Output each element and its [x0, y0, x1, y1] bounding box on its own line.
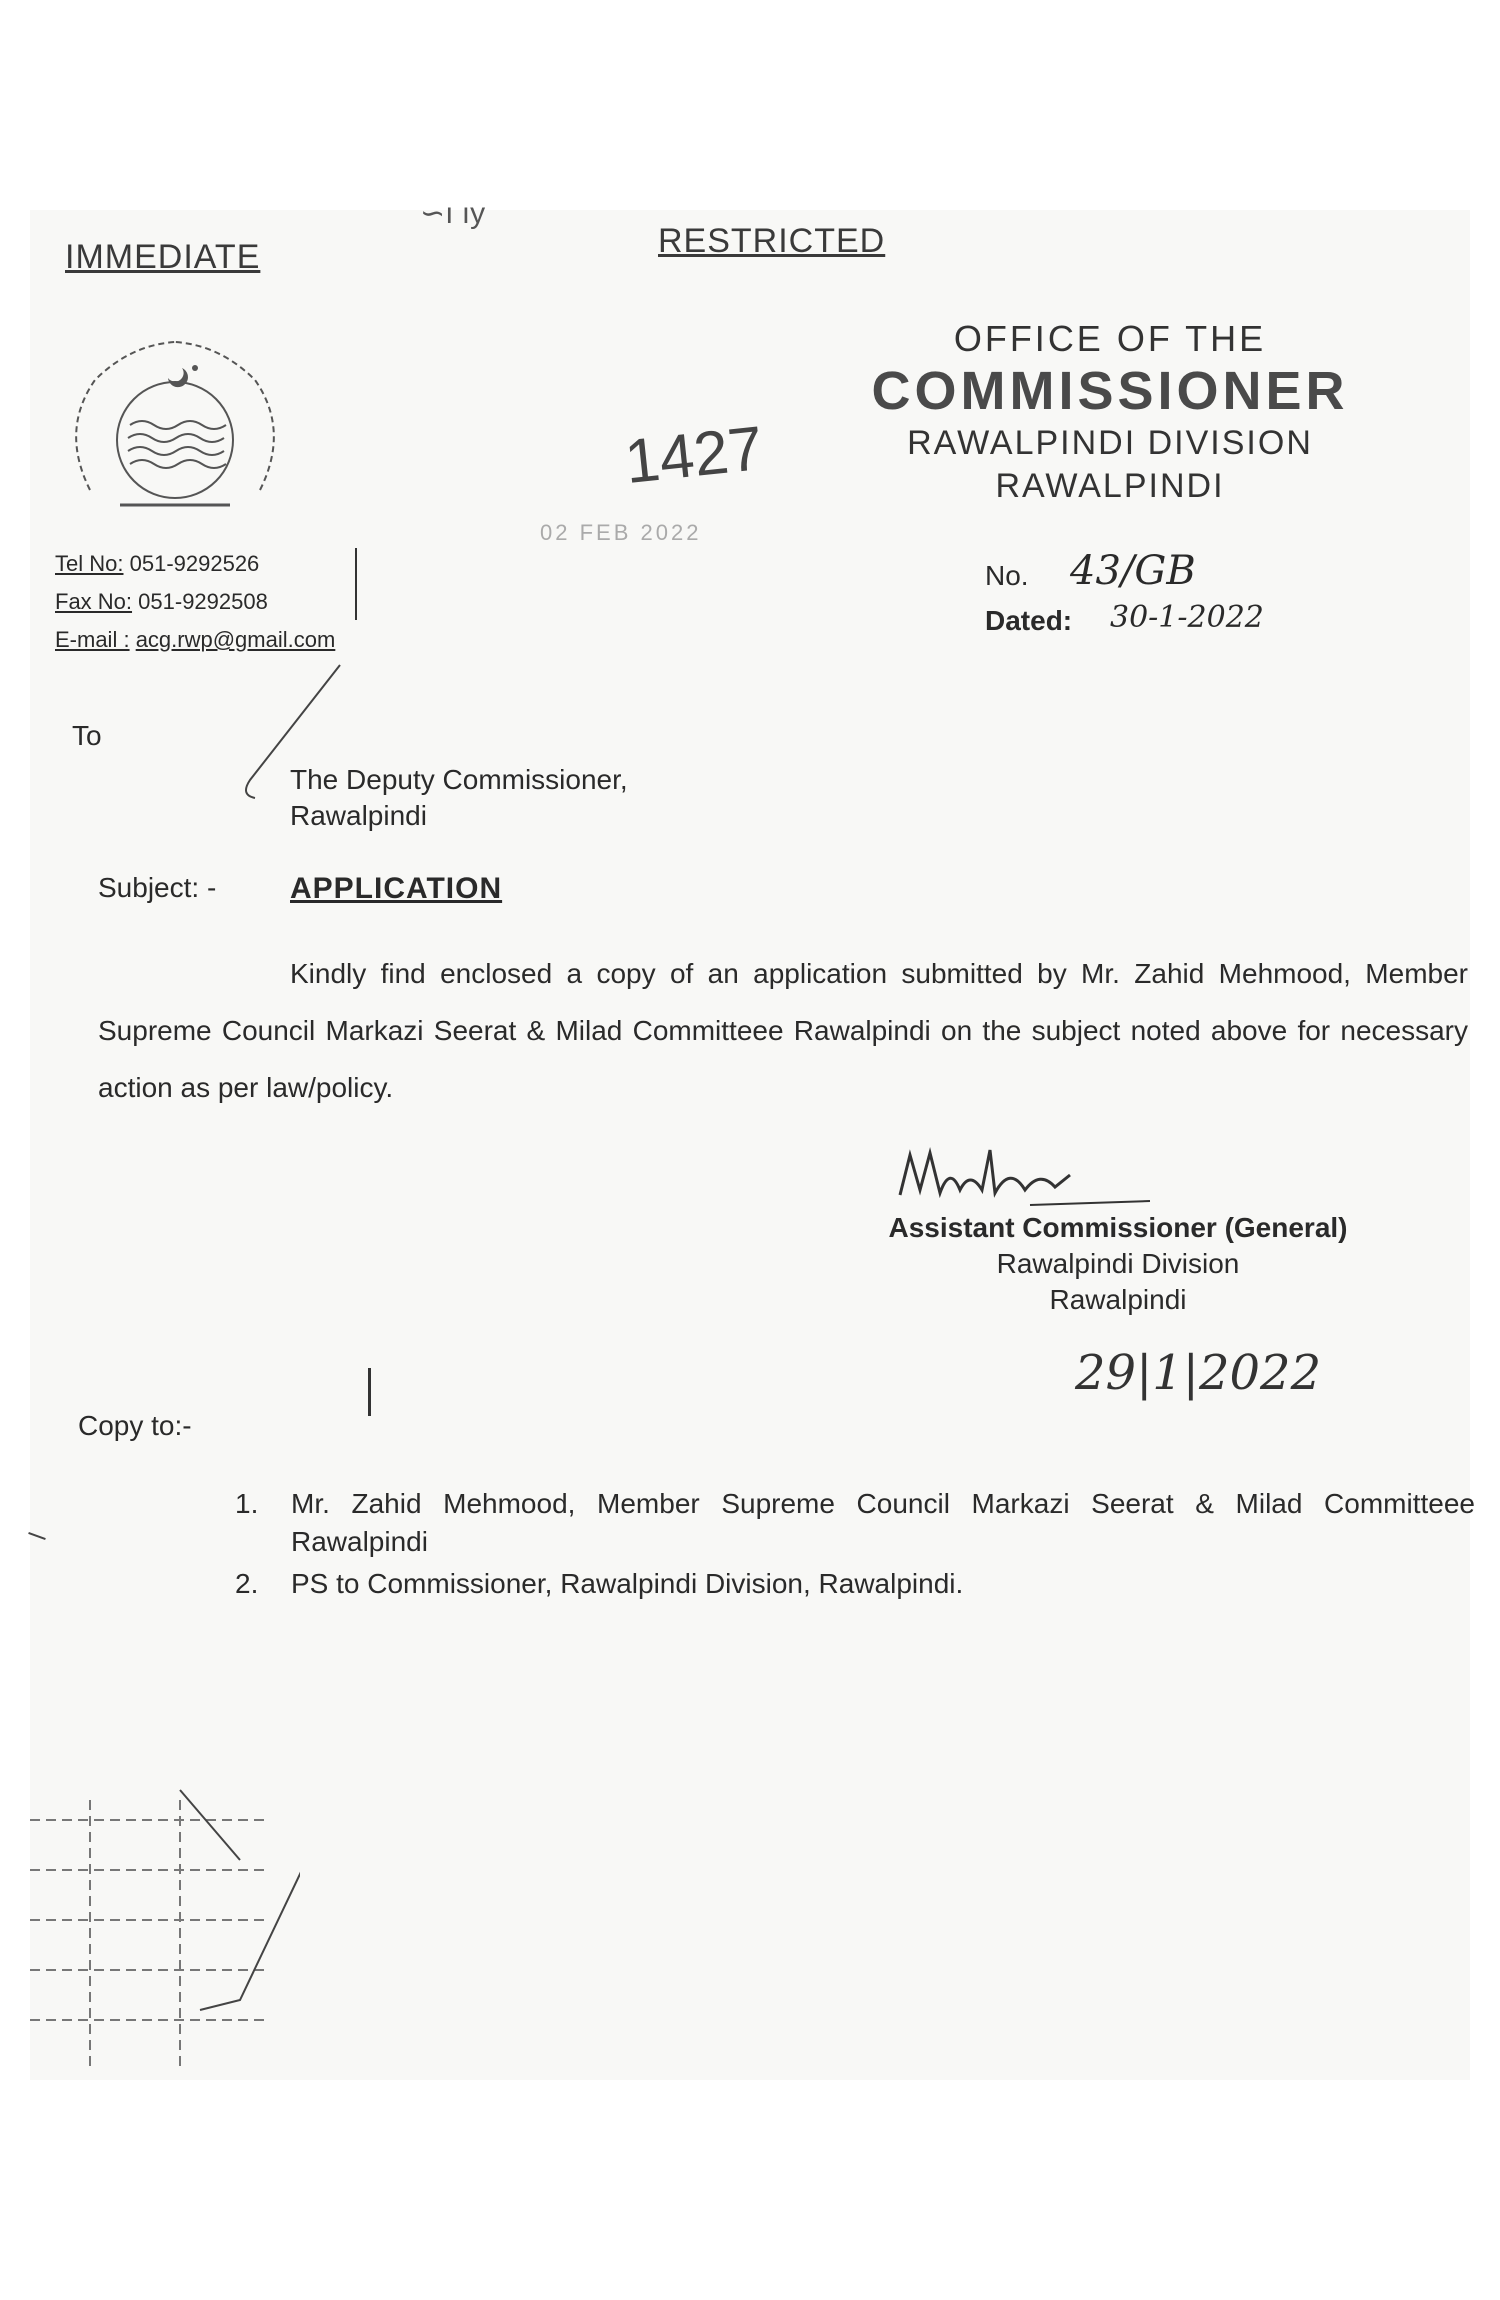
- fax-number: 051-9292508: [138, 589, 268, 614]
- list-item-text: PS to Commissioner, Rawalpindi Division, Rawalpindi.: [291, 1568, 964, 1599]
- ref-dated-label: Dated:: [985, 605, 1073, 636]
- designation-line-1: Assistant Commissioner (General): [888, 1212, 1348, 1243]
- tel-number: 051-9292526: [129, 551, 260, 576]
- letter-body: Kindly find enclosed a copy of an application submitted by Mr. Zahid Mehmood, Member Supreme Council Markazi Seerat & Milad Committeee Rawalpindi on the subject noted above for necessary action as per law/policy.: [98, 958, 1468, 1103]
- list-item: [235, 1485, 1475, 1561]
- office-register-stamp: [30, 1780, 300, 2080]
- tel-line: [55, 545, 335, 583]
- list-item-number: 1.: [235, 1488, 259, 1519]
- subject-label: Subject: -: [98, 872, 217, 903]
- copy-to-label: Copy to:-: [78, 1410, 192, 1441]
- tel-label: Tel No:: [55, 551, 124, 576]
- addressee: [290, 762, 628, 834]
- copy-to-list: [235, 1485, 1475, 1607]
- punjab-emblem-icon: [50, 320, 300, 530]
- office-line-1: OFFICE OF THE: [953, 318, 1267, 359]
- top-handwritten-scribble: ∽ı ıy: [420, 197, 486, 230]
- ref-no-value: 43/GB: [1070, 548, 1196, 594]
- received-stamp-number: 1427: [621, 413, 767, 498]
- signature-icon: [890, 1135, 1170, 1215]
- office-line-2: COMMISSIONER: [871, 361, 1349, 421]
- addressee-line-2: Rawalpindi: [290, 800, 427, 831]
- classification-heading: RESTRICTED: [658, 222, 886, 260]
- designation-line-2: Rawalpindi Division: [996, 1248, 1240, 1279]
- subject-value: APPLICATION: [290, 872, 503, 905]
- received-stamp-date: 02 FEB 2022: [540, 520, 702, 545]
- priority-heading: IMMEDIATE: [65, 238, 261, 276]
- signatory-designation: [838, 1210, 1398, 1318]
- signature-handwritten-date: 29|1|2022: [1075, 1345, 1322, 1401]
- office-letterhead: [830, 318, 1390, 506]
- contact-block: [55, 545, 335, 659]
- copy-marker-bar: [368, 1368, 371, 1416]
- ref-no-label: No.: [985, 560, 1029, 591]
- list-item-number: 2.: [235, 1568, 259, 1599]
- list-item: [235, 1565, 1475, 1603]
- fax-line: [55, 583, 335, 621]
- list-item-text: Mr. Zahid Mehmood, Member Supreme Council Markazi Seerat & Milad Committeee Rawalpindi: [291, 1488, 1475, 1557]
- office-line-4: RAWALPINDI: [995, 467, 1225, 505]
- contact-divider: [355, 548, 357, 620]
- fax-label: Fax No:: [55, 589, 133, 614]
- email-label: E-mail :: [55, 627, 130, 652]
- to-label: To: [72, 720, 102, 751]
- designation-line-3: Rawalpindi: [1049, 1284, 1187, 1315]
- email-line: [55, 621, 335, 659]
- email-address: acg.rwp@gmail.com: [135, 627, 336, 652]
- addressee-line-1: The Deputy Commissioner,: [290, 764, 628, 795]
- office-line-3: RAWALPINDI DIVISION: [907, 424, 1313, 462]
- ref-dated-value: 30-1-2022: [1110, 600, 1264, 635]
